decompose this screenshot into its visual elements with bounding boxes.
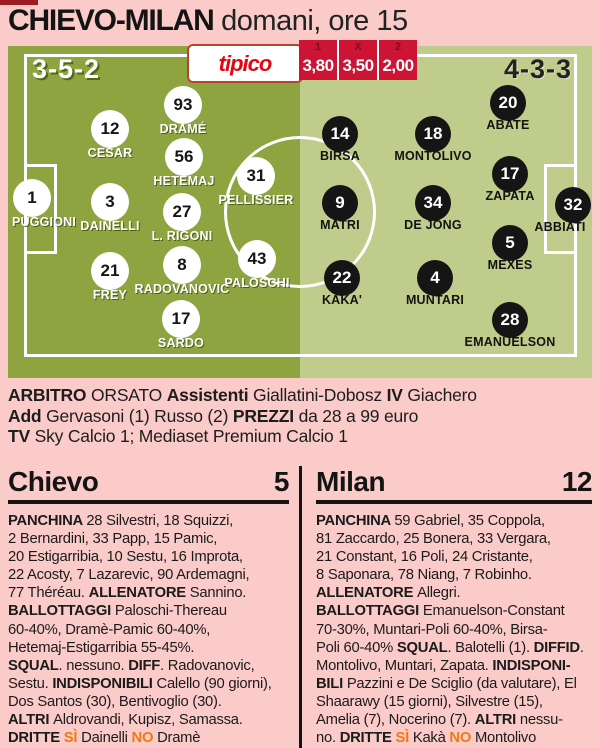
text-segment: Add [8, 405, 47, 426]
player-name: MONTOLIVO [394, 149, 472, 163]
text-segment: Calello (90 giorni), [156, 675, 272, 692]
text-line [8, 639, 289, 657]
text-line [8, 548, 289, 566]
text-segment: DIFFID [533, 639, 580, 656]
text-segment: SQUAL [8, 657, 59, 674]
player-number-badge: 34 [415, 185, 451, 221]
text-segment: ALLENATORE [316, 585, 418, 602]
text-segment: Shaarawy (15 giorni), Silvestre (15), [316, 693, 543, 710]
text-segment: . nessuno. [58, 657, 129, 674]
text-segment: Amelia (7), Nocerino (7). [316, 712, 475, 729]
player-number-badge: 3 [91, 183, 129, 221]
odds-outcome-label: 1 [314, 41, 322, 53]
text-segment: DRITTE [339, 730, 396, 747]
text-segment: BALLOTTAGGI [8, 603, 115, 620]
player-number-badge: 5 [492, 225, 528, 261]
text-segment: . Balotelli (1). [447, 639, 534, 656]
text-line [316, 512, 592, 530]
text-line [316, 621, 592, 639]
home-formation-label: 3-5-2 [32, 54, 101, 84]
text-segment: Dainelli [81, 730, 132, 747]
text-line [8, 693, 289, 711]
match-title: CHIEVO-MILAN [8, 4, 214, 37]
text-segment: Giachero [407, 385, 477, 405]
text-segment: NO [449, 730, 475, 747]
text-line [8, 729, 289, 747]
text-segment: Pazzini e De Sciglio (da valutare), El [346, 675, 577, 692]
bookmaker-logo-box [187, 44, 303, 83]
player-name: MEXES [487, 258, 533, 272]
text-line [8, 621, 289, 639]
odds-value: 3,80 [302, 56, 334, 75]
text-line [8, 675, 289, 693]
text-segment: . Radovanovic, [160, 657, 255, 674]
text-segment: IV [386, 385, 408, 405]
text-segment: ALTRI [474, 712, 520, 729]
player-name: MATRI [320, 218, 360, 232]
player-number-badge: 32 [555, 187, 591, 223]
text-segment: ARBITRO [8, 385, 91, 405]
text-line [316, 566, 592, 584]
text-segment: BILI [316, 675, 347, 692]
text-segment: 77 Théréau. [8, 585, 89, 602]
player-name: BIRSA [320, 149, 360, 163]
text-segment: 28 Silvestri, 18 Squizzi, [86, 513, 234, 529]
text-segment: 81 Zaccardo, 25 Bonera, 33 Vergara, [316, 531, 551, 548]
text-line [8, 512, 289, 530]
text-line [316, 711, 592, 729]
text-line [316, 548, 592, 566]
player-name: DAINELLI [80, 219, 140, 233]
text-segment: SQUAL [396, 639, 448, 656]
player-name: PELLISSIER [218, 193, 294, 207]
text-line [8, 584, 289, 602]
text-segment: Aldrovandi, Kupisz, Samassa. [53, 712, 243, 729]
odds-value: 2,00 [382, 56, 414, 75]
team-column-chievo [8, 464, 289, 747]
text-segment: 70-30%, Muntari-Poli 60-40%, Birsa- [316, 621, 548, 638]
player-name: DRAMÉ [159, 122, 207, 136]
text-segment: DRITTE [8, 730, 64, 747]
odds-outcome-label: X [354, 41, 362, 53]
player-name: RADOVANOVIC [134, 282, 230, 296]
betting-odds-box [299, 40, 417, 80]
text-segment: Sky Calcio 1; Mediaset Premium Calcio 1 [34, 426, 348, 446]
player-number-badge: 18 [415, 116, 451, 152]
header-rule [316, 500, 592, 504]
text-segment: INDISPONIBILI [52, 675, 157, 692]
text-segment: Gervasoni (1) Russo (2) [46, 405, 233, 426]
text-segment: Allegri. [417, 585, 461, 602]
player-number-badge: 31 [237, 157, 275, 195]
odds-cell [377, 40, 417, 80]
text-segment: SÌ [63, 730, 82, 747]
text-segment: Emanuelson-Constant [422, 603, 565, 620]
odds-outcome-label: 2 [394, 41, 402, 53]
text-segment: BALLOTTAGGI [316, 603, 423, 620]
text-segment: ORSATO [90, 385, 167, 405]
team-score: 12 [561, 466, 592, 497]
text-segment: ALLENATORE [88, 585, 190, 602]
text-segment: . [579, 639, 584, 656]
player-number-badge: 20 [490, 85, 526, 121]
text-segment: Montolivo [474, 730, 537, 747]
text-line [8, 711, 289, 729]
team-column-milan [316, 464, 592, 747]
team-name: Milan [316, 466, 386, 497]
player-name: CESAR [87, 146, 133, 160]
text-line [316, 729, 592, 747]
text-segment: Dramè [157, 730, 201, 747]
bookmaker-logo: tipico [218, 50, 272, 76]
player-name: KAKA' [321, 293, 363, 307]
text-segment: Dos Santos (30), Bentivoglio (30). [8, 693, 222, 710]
text-segment: Sestu. [8, 675, 53, 692]
text-segment: 20 Estigarribia, 10 Sestu, 16 Improta, [8, 549, 243, 566]
text-segment: 8 Saponara, 78 Niang, 7 Robinho. [316, 567, 532, 584]
text-line [316, 639, 592, 657]
text-segment: Sannino. [189, 585, 247, 602]
text-segment: INDISPONI- [492, 657, 571, 674]
text-line [316, 693, 592, 711]
text-segment: 22 Acosty, 7 Lazarevic, 90 Ardemagni, [8, 567, 250, 584]
player-name: HETEMAJ [153, 174, 215, 188]
player-name: ZAPATA [485, 189, 535, 203]
team-notes [316, 512, 592, 747]
text-segment: Assistenti [166, 385, 254, 405]
team-notes [8, 512, 289, 747]
text-line [8, 426, 594, 447]
text-segment: DIFF [128, 657, 161, 674]
player-number-badge: 43 [238, 240, 276, 278]
text-line [316, 657, 592, 675]
team-name: Chievo [8, 466, 99, 497]
player-number-badge: 27 [163, 193, 201, 231]
odds-cell [337, 40, 377, 80]
player-name: L. RIGONI [151, 229, 213, 243]
team-header [8, 464, 289, 498]
text-segment: SÌ [395, 730, 413, 747]
text-line [8, 657, 289, 675]
away-formation-label: 4-3-3 [503, 54, 572, 84]
text-segment: Montolivo, Muntari, Zapata. [316, 657, 493, 674]
text-segment: 2 Bernardini, 33 Papp, 15 Pamic, [8, 531, 218, 548]
player-number-badge: 8 [163, 246, 201, 284]
text-line [316, 530, 592, 548]
football-pitch [8, 46, 592, 378]
team-score: 5 [273, 466, 289, 497]
text-segment: Paloschi-Thereau [114, 603, 227, 620]
text-segment: PREZZI [232, 405, 299, 426]
text-segment: Hetemaj-Estigarribia 55-45%. [8, 639, 195, 656]
text-segment: da 28 a 99 euro [298, 405, 419, 426]
player-name: MUNTARI [405, 293, 465, 307]
odds-value: 3,50 [342, 56, 374, 75]
player-name: SARDO [157, 336, 205, 350]
text-segment: PANCHINA [8, 513, 87, 529]
text-line [8, 602, 289, 620]
page-title [8, 4, 408, 38]
player-number-badge: 12 [91, 110, 129, 148]
player-number-badge: 9 [322, 185, 358, 221]
text-segment: Poli 60-40% [316, 639, 397, 656]
player-number-badge: 17 [162, 300, 200, 338]
text-line [8, 530, 289, 548]
odds-cell [299, 40, 337, 80]
column-divider [299, 466, 302, 748]
player-name: ABATE [486, 118, 530, 132]
text-segment: Kakà [412, 730, 450, 747]
officials-block [8, 385, 594, 447]
player-name: EMANUELSON [464, 335, 556, 349]
text-line [316, 584, 592, 602]
text-segment: TV [8, 426, 35, 446]
player-number-badge: 56 [165, 138, 203, 176]
player-number-badge: 4 [417, 260, 453, 296]
text-segment: Giallatini-Dobosz [253, 385, 387, 405]
player-number-badge: 93 [164, 86, 202, 124]
text-segment: no. [316, 730, 340, 747]
text-segment: 60-40%, Dramè-Pamic 60-40%, [8, 621, 211, 638]
player-number-badge: 21 [91, 252, 129, 290]
text-line [8, 566, 289, 584]
text-segment: 59 Gabriel, 35 Coppola, [394, 513, 545, 529]
text-segment: ALTRI [8, 712, 54, 729]
player-name: PALOSCHI [224, 276, 290, 290]
text-segment: 21 Constant, 16 Poli, 24 Cristante, [316, 549, 533, 566]
text-segment: PANCHINA [316, 513, 395, 529]
player-name: ABBIATI [534, 220, 586, 234]
team-header [316, 464, 592, 498]
player-number-badge: 28 [492, 302, 528, 338]
player-number-badge: 1 [13, 179, 51, 217]
player-number-badge: 14 [322, 116, 358, 152]
match-datetime: domani, ore 15 [213, 5, 408, 37]
text-segment: NO [131, 730, 158, 747]
text-line [8, 385, 594, 406]
text-line [8, 406, 594, 427]
player-name: PUGGIONI [11, 215, 77, 229]
player-name: DE JONG [404, 218, 462, 232]
text-segment: nessu- [519, 712, 563, 729]
header-rule [8, 500, 289, 504]
text-line [316, 675, 592, 693]
player-name: FREY [92, 288, 128, 302]
player-number-badge: 22 [324, 260, 360, 296]
player-number-badge: 17 [492, 156, 528, 192]
text-line [316, 602, 592, 620]
